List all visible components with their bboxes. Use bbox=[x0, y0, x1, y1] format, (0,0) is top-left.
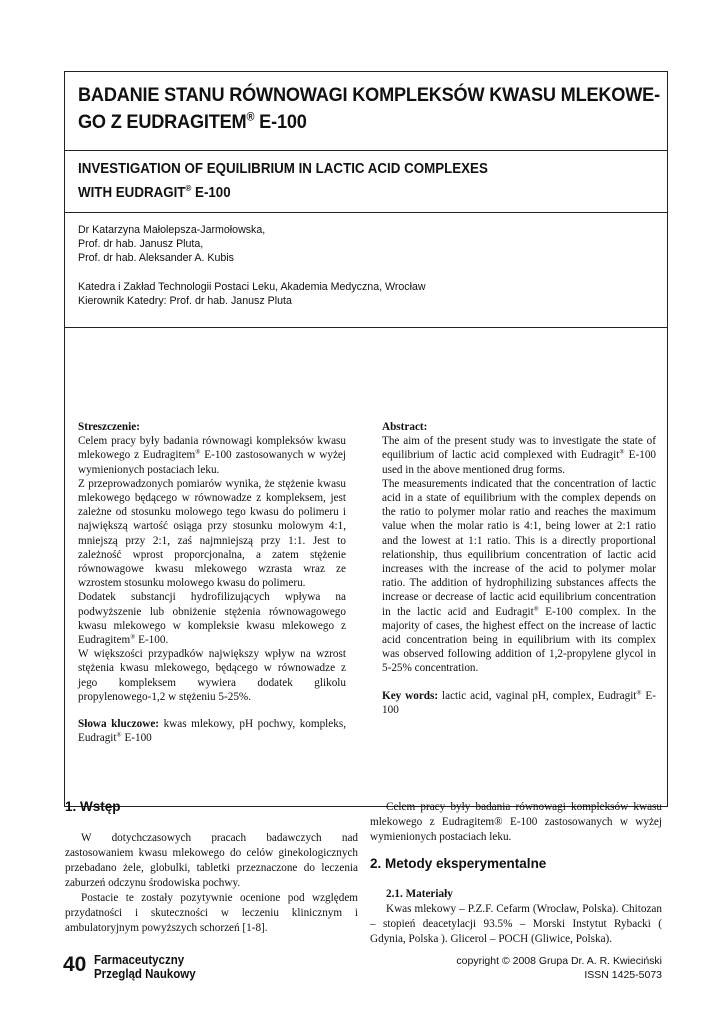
intro-text bbox=[65, 831, 358, 936]
text: Dodatek substancji hydrofilizujących wpływa na podwyższenie lub obniżenie stężenia równowagowego kwasu mlekowego w kompleksie kwasu mlekowego z Eudragitem bbox=[78, 591, 346, 647]
abstract-en bbox=[382, 420, 656, 717]
registered-mark: ® bbox=[185, 183, 192, 194]
article-header-frame bbox=[64, 71, 668, 807]
author: Prof. dr hab. Aleksander A. Kubis bbox=[78, 252, 234, 264]
keywords-pl bbox=[78, 717, 346, 745]
materials-paragraph: Kwas mlekowy – P.Z.F. Cefarm (Wrocław, Polska). Chitozan – stopień deacetylacji 93.5% – Morski Instytut Rybacki ( Gdynia, Polska ). Glicerol – POCH (Gliwice, Polska). bbox=[370, 903, 662, 945]
section-heading-intro: 1. Wstęp bbox=[65, 799, 121, 814]
text: E-100 complex. In the majority of cases, the highest effect on the increase of lactic acid concentration being in equilibrium with its complex was observed following addition of 1,2-propylene glycol in 5-25% concentration. bbox=[382, 605, 656, 675]
intro-paragraph: Postacie te zostały pozytywnie ocenione pod względem przydatności i skuteczności w leczeniu klinicznym i ambulatoryjnym powyższych schorzeń [1-8]. bbox=[65, 892, 358, 934]
text: E-100 zastosowanych w wyżej wymienionych postaciach leku. bbox=[78, 449, 346, 476]
journal-name-line: Farmaceutyczny bbox=[94, 953, 185, 967]
affiliation-line: Katedra i Zakład Technologii Postaci Leku, Akademia Medyczna, Wrocław bbox=[78, 281, 426, 293]
divider bbox=[65, 150, 667, 151]
keywords-suffix: E-100 bbox=[121, 732, 152, 745]
registered-mark: ® bbox=[619, 448, 625, 456]
copyright-block bbox=[456, 955, 662, 982]
intro-paragraph: W dotychczasowych pracach badawczych nad zastosowaniem kwasu mlekowego do celów ginekologicznych przebadano żele, globulki, tabletki przeznaczone do leczenia zaburzeń odczynu środowiska pochwy. bbox=[65, 832, 358, 889]
keywords-text: kwas mlekowy, pH pochwy, kompleks, Eudragit bbox=[78, 718, 346, 745]
text: E-100 used in the above mentioned drug forms. bbox=[382, 449, 657, 476]
author-list bbox=[78, 223, 265, 265]
registered-mark: ® bbox=[130, 633, 136, 641]
registered-mark: ® bbox=[636, 688, 642, 696]
keywords-suffix: E-100 bbox=[382, 689, 656, 716]
article-title-en bbox=[78, 157, 488, 205]
section-heading-methods: 2. Metody eksperymentalne bbox=[370, 856, 547, 871]
subtitle-line-2-suffix: E-100 bbox=[191, 185, 231, 201]
text: The aim of the present study was to investigate the state of equilibrium of lactic acid complexed with Eudragit bbox=[382, 435, 656, 462]
page-number: 40 bbox=[63, 953, 87, 976]
abstract-en-heading: Abstract: bbox=[382, 421, 428, 433]
abstract-pl bbox=[78, 420, 346, 745]
keywords-en bbox=[382, 689, 656, 717]
keywords-label: Key words: bbox=[382, 689, 439, 702]
abstract-en-paragraph bbox=[382, 434, 656, 477]
text: E-100. bbox=[135, 634, 169, 647]
title-line-2-text: GO Z EUDRAGITEM bbox=[78, 111, 247, 133]
text: The measurements indicated that the concentration of lactic acid in a state of equilibrium with the complex depends on the ratio to polymer molar ratio and reaches the maximum value when the molar ratio is 4:1, being lower at 2:1 ratio and the lowest at 1:1 ratio. This is a directly proportional relationship, thus equilibrium concentration of lactic acid increases with the increase of the acid to polymer molar ratio. The addition of hydrophilizing substances affects the increase or decrease of lactic acid equilibrium concentration in the lactic acid and Eudragit bbox=[382, 477, 656, 618]
journal-name bbox=[94, 953, 196, 981]
title-line-2 bbox=[78, 109, 622, 136]
materials-section bbox=[370, 887, 662, 947]
abstract-pl-heading: Streszczenie: bbox=[78, 421, 140, 433]
subsection-heading-materials: 2.1. Materiały bbox=[386, 888, 453, 900]
divider bbox=[65, 327, 667, 328]
keywords-label: Słowa kluczowe: bbox=[78, 718, 160, 731]
abstract-pl-paragraph bbox=[78, 590, 346, 647]
abstract-pl-paragraph: W większości przypadków największy wpływ na wzrost stężenia kwasu mlekowego, będącego w równowadze z jego kompleksem wywiera dodatek glikolu propylenowego-1,2 w stężeniu 5-25%. bbox=[78, 648, 346, 703]
abstract-en-paragraph bbox=[382, 477, 656, 676]
copyright-text: copyright © 2008 Grupa Dr. A. R. Kwieciński bbox=[456, 955, 662, 967]
article-title-pl bbox=[78, 82, 660, 136]
abstract-pl-paragraph: Z przeprowadzonych pomiarów wynika, że stężenie kwasu mlekowego będącego w równowadze z kompleksem, jest zależne od stosunku molowego tego kwasu do polimeru i największą wartość osiąga przy stosunku molowym 4:1, mniejszą przy 2:1, zaś najmniejszą przy 1:1. Jest to zależność wprost proporcjonalna, a zatem stężenie równowagowe kwasu mlekowego wzrasta wraz ze wzrostem stosunku molowego kwasu do polimeru. bbox=[78, 477, 346, 590]
subtitle-line-1: INVESTIGATION OF EQUILIBRIUM IN LACTIC ACID COMPLEXES bbox=[78, 161, 488, 177]
author: Prof. dr hab. Janusz Pluta, bbox=[78, 238, 204, 250]
journal-name-line: Przegląd Naukowy bbox=[94, 967, 196, 981]
divider bbox=[65, 212, 667, 213]
text: Celem pracy były badania równowagi kompleksów kwasu mlekowego z Eudragitem bbox=[78, 435, 346, 462]
abstract-pl-paragraph bbox=[78, 434, 346, 477]
registered-mark: ® bbox=[116, 731, 122, 739]
keywords-text: lactic acid, vaginal pH, complex, Eudragit bbox=[438, 689, 637, 702]
affiliation-line: Kierownik Katedry: Prof. dr hab. Janusz Pluta bbox=[78, 295, 292, 307]
registered-mark: ® bbox=[246, 110, 255, 124]
registered-mark: ® bbox=[195, 448, 201, 456]
author: Dr Katarzyna Małolepsza-Jarmołowska, bbox=[78, 224, 266, 236]
affiliation bbox=[78, 280, 426, 308]
title-line-2-suffix: E-100 bbox=[254, 111, 307, 133]
issn-text: ISSN 1425-5073 bbox=[584, 968, 662, 981]
registered-mark: ® bbox=[533, 604, 539, 612]
title-line-1: BADANIE STANU RÓWNOWAGI KOMPLEKSÓW KWASU MLEKOWE- bbox=[78, 84, 660, 106]
journal-footer bbox=[63, 953, 205, 981]
subtitle-line-2-text: WITH EUDRAGIT bbox=[78, 185, 186, 201]
subtitle-line-2 bbox=[78, 181, 488, 205]
aim-paragraph: Celem pracy były badania równowagi kompleksów kwasu mlekowego z Eudragitem® E-100 zastosowanych w wyżej wymienionych postaciach leku. bbox=[370, 801, 662, 843]
